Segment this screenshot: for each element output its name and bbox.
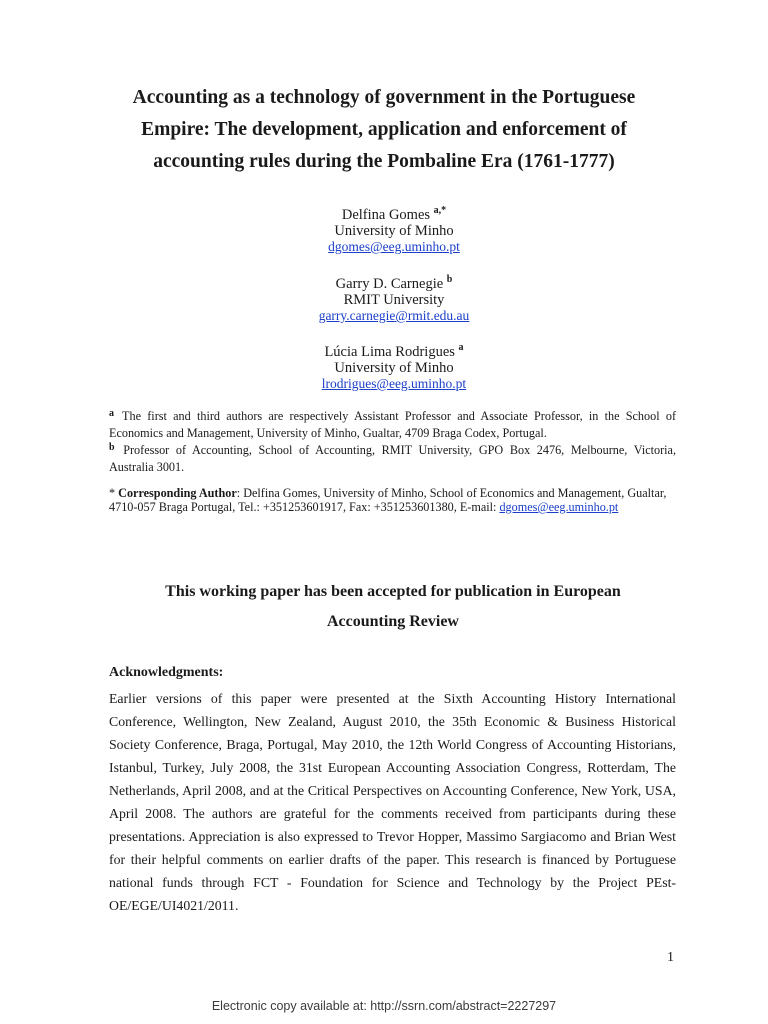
author-mark: b bbox=[446, 274, 453, 285]
page-number: 1 bbox=[667, 950, 674, 965]
affiliation-note-b bbox=[109, 439, 676, 476]
title-line: Accounting as a technology of government in the Portuguese bbox=[132, 87, 636, 108]
paper-title bbox=[90, 82, 678, 178]
affiliation-note-a bbox=[109, 405, 676, 442]
author-email-link[interactable]: dgomes@eeg.uminho.pt bbox=[328, 239, 460, 254]
author-name: Delfina Gomes bbox=[341, 207, 431, 223]
author-name: Garry D. Carnegie bbox=[335, 276, 444, 292]
author-name-line bbox=[200, 203, 588, 223]
corresponding-prefix: * bbox=[109, 486, 119, 500]
publication-notice-line: This working paper has been accepted for publication in European bbox=[165, 583, 621, 600]
author-block-gomes bbox=[200, 203, 588, 255]
author-name-line bbox=[200, 340, 588, 360]
note-mark: a bbox=[109, 408, 114, 419]
note-mark: b bbox=[109, 442, 115, 453]
note-text: Professor of Accounting, School of Accounting, RMIT University, GPO Box 2476, Melbourne, Victoria, Australia 3001. bbox=[109, 443, 677, 474]
author-name: Lúcia Lima Rodrigues bbox=[324, 344, 455, 360]
publication-notice bbox=[100, 577, 686, 637]
publication-notice-line: Accounting Review bbox=[327, 613, 459, 630]
note-text: The first and third authors are respectively Assistant Professor and Associate Professor, in the School of Economics and Management, University of Minho, Gualtar, 4709 Braga Codex, Portugal. bbox=[109, 409, 677, 440]
author-mark: a,* bbox=[433, 205, 447, 216]
author-mark: a bbox=[458, 342, 464, 353]
author-affiliation: University of Minho bbox=[334, 223, 454, 239]
author-email-link[interactable]: garry.carnegie@rmit.edu.au bbox=[318, 308, 470, 323]
acknowledgments-heading: Acknowledgments: bbox=[109, 665, 224, 680]
author-block-carnegie bbox=[200, 272, 588, 324]
corresponding-text: : Delfina Gomes, University of Minho, School of Economics and Management, Gualtar, 4710-057 Braga Portugal, Tel.: +351253601917, Fax: +351253601380, E-mail: bbox=[109, 486, 667, 514]
author-affiliation: University of Minho bbox=[334, 360, 454, 376]
title-line: accounting rules during the Pombaline Era (1761-1777) bbox=[153, 151, 615, 172]
acknowledgments-body: Earlier versions of this paper were presented at the Sixth Accounting History International Conference, Wellington, New Zealand, August 2010, the 35th Economic & Business Historical Society Conference, Braga, Portugal, May 2010, the 12th World Congress of Accounting Historians, Istanbul, Turkey, July 2008, the 31st European Accounting Association Congress, Rotterdam, The Netherlands, April 2008, and at the Critical Perspectives on Accounting Conference, New York, USA, April 2008. The authors are grateful for the comments received from participants during these presentations. Appreciation is also expressed to Trevor Hopper, Massimo Sargiacomo and Brian West for their helpful comments on earlier drafts of the paper. This research is financed by Portuguese national funds through FCT - Foundation for Science and Technology by the Project PEst-OE/EGE/UI4021/2011. bbox=[109, 691, 676, 913]
ssrn-footer: Electronic copy available at: http://ssrn.com/abstract=2227297 bbox=[211, 999, 557, 1013]
author-email-link[interactable]: lrodrigues@eeg.uminho.pt bbox=[321, 376, 467, 391]
corresponding-email-link[interactable]: dgomes@eeg.uminho.pt bbox=[499, 500, 619, 514]
author-name-line bbox=[200, 272, 588, 292]
author-affiliation: RMIT University bbox=[343, 292, 445, 308]
author-block-rodrigues bbox=[200, 340, 588, 392]
corresponding-author-note bbox=[109, 486, 676, 514]
title-line: Empire: The development, application and enforcement of bbox=[141, 119, 627, 140]
corresponding-label: Corresponding Author bbox=[118, 486, 237, 500]
